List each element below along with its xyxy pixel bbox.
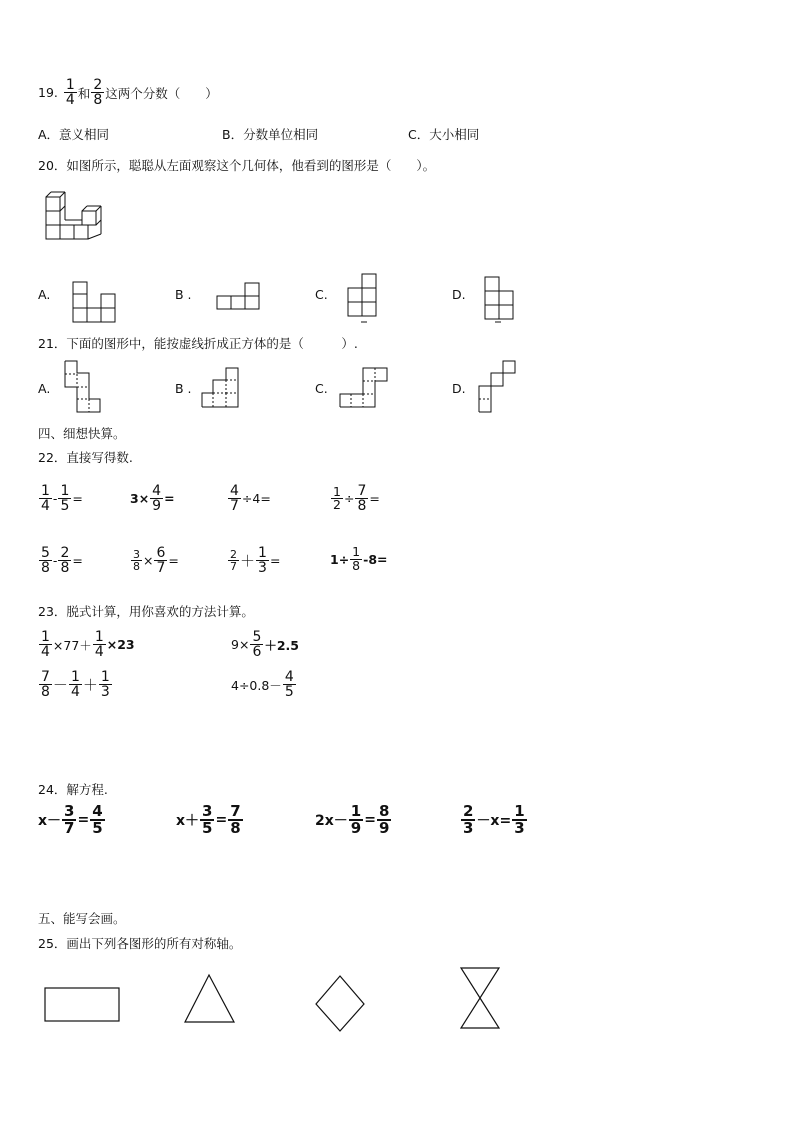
fraction: $\frac{1}{3}$ (258, 545, 267, 576)
q21-option-d-label: D. (452, 381, 466, 396)
fraction: $\frac{1}{4}$ (41, 629, 50, 660)
q19-line (38, 78, 218, 107)
q24-text: 24．解方程. (38, 782, 108, 797)
q22-r2-e3: $\frac{2}{7}$ ＋ $\frac{1}{3}$ = (230, 545, 281, 576)
fraction: $\frac{1}{3}$ (100, 669, 110, 700)
fraction: $\frac{4}{5}$ (284, 669, 294, 700)
q23-expr-1: $\frac{1}{4}$ ×77＋ $\frac{1}{4}$ ×23 (41, 629, 135, 660)
q25-text: 25．画出下列各图形的所有对称轴。 (38, 936, 242, 951)
q19-fraction-1: $\frac{1}{4}$ (65, 77, 75, 108)
q24-equation-3: 2x－ $\frac{1}{9}$ = $\frac{8}{9}$ (315, 802, 390, 837)
q24-equation-2: x＋ $\frac{3}{5}$ = $\frac{7}{8}$ (176, 802, 241, 837)
fraction: $\frac{1}{4}$ (41, 483, 50, 514)
fraction: $\frac{1}{9}$ (350, 802, 362, 837)
q22-r2-e4: 1÷ $\frac{1}{8}$ -8= (330, 544, 388, 573)
q22-r2-e1: $\frac{5}{8}$ - $\frac{2}{8}$ = (41, 545, 83, 576)
fraction: $\frac{4}{9}$ (152, 483, 162, 514)
q23-expr-2: 9× $\frac{5}{6}$ ＋2.5 (231, 629, 300, 660)
fraction: $\frac{1}{8}$ (352, 544, 361, 573)
q24-equation-1: x－ $\frac{3}{7}$ = $\frac{4}{5}$ (38, 802, 103, 837)
q21-option-a-net (64, 360, 102, 414)
fraction: $\frac{7}{8}$ (41, 669, 50, 700)
q21-option-a-label: A. (38, 381, 51, 396)
fraction: $\frac{3}{5}$ (202, 802, 213, 837)
q20-option-c-figure (347, 273, 377, 325)
q23-expr-3: $\frac{7}{8}$ － $\frac{1}{4}$ ＋ $\frac{1}{3}$ (41, 669, 110, 700)
q20-option-b-figure (216, 282, 260, 310)
q19-and: 和 (77, 85, 91, 101)
fraction: $\frac{4}{7}$ (230, 483, 239, 514)
fraction: $\frac{3}{7}$ (64, 802, 75, 837)
q22-r1-e3: $\frac{4}{7}$ ÷4= (230, 483, 271, 514)
hourglass-shape (459, 966, 503, 1030)
q22-r1-e2: 3× $\frac{4}{9}$ = (130, 483, 175, 514)
fraction: $\frac{7}{8}$ (230, 802, 241, 837)
q19-text: 这两个分数（ ） (105, 85, 218, 101)
q19-option-c: C．大小相同 (408, 127, 480, 142)
q20-option-d-figure (484, 276, 514, 324)
fraction: $\frac{1}{4}$ (94, 629, 104, 660)
fraction: $\frac{6}{7}$ (156, 545, 166, 576)
q21-option-c-net (339, 367, 389, 409)
fraction: $\frac{1}{5}$ (60, 483, 70, 514)
rectangle-shape (44, 987, 122, 1023)
q19-option-a: A．意义相同 (38, 127, 110, 142)
fraction: $\frac{1}{3}$ (514, 802, 525, 837)
q22-text: 22．直接写得数. (38, 450, 133, 465)
q23-expr-4: 4÷0.8－ $\frac{4}{5}$ (231, 669, 294, 700)
rhombus-shape (315, 975, 367, 1033)
fraction: $\frac{7}{8}$ (357, 483, 367, 514)
q19-number: 19. (38, 85, 58, 100)
q21-option-c-label: C. (315, 381, 328, 396)
q20-text: 20．如图所示，聪聪从左面观察这个几何体，他看到的图形是（ ）。 (38, 158, 436, 173)
fraction: $\frac{4}{5}$ (92, 802, 103, 837)
q22-r2-e2: $\frac{3}{8}$ × $\frac{6}{7}$ = (133, 545, 179, 576)
fraction: $\frac{2}{3}$ (463, 802, 474, 837)
q20-option-a-figure (72, 281, 116, 323)
q22-r1-e4: $\frac{1}{2}$ ÷ $\frac{7}{8}$ = (333, 483, 380, 514)
q19-option-b: B．分数单位相同 (222, 127, 319, 142)
fraction: $\frac{5}{8}$ (41, 545, 50, 576)
q19-fraction-2: $\frac{2}{8}$ (93, 77, 103, 108)
q22-r1-e1: $\frac{1}{4}$ - $\frac{1}{5}$ = (41, 483, 83, 514)
solid-figure-3d (44, 195, 104, 245)
q24-equation-4: $\frac{2}{3}$ －x= $\frac{1}{3}$ (463, 802, 525, 837)
q23-text: 23．脱式计算，用你喜欢的方法计算。 (38, 604, 254, 619)
fraction: $\frac{1}{4}$ (70, 669, 80, 700)
fraction: $\frac{5}{6}$ (252, 629, 262, 660)
q20-option-b-label: B . (175, 287, 192, 302)
q21-option-d-net (478, 360, 518, 414)
q21-option-b-label: B . (175, 381, 192, 396)
q20-option-a-label: A. (38, 287, 51, 302)
triangle-shape (184, 974, 236, 1024)
section-4-heading: 四、细想快算。 (38, 426, 126, 441)
fraction: $\frac{1}{2}$ (333, 483, 341, 512)
fraction: $\frac{8}{9}$ (378, 802, 390, 837)
fraction: $\frac{3}{8}$ (133, 548, 140, 573)
q21-option-b-net (201, 367, 241, 409)
q21-text: 21．下面的图形中，能按虚线折成正方体的是（ ）. (38, 336, 358, 351)
fraction: $\frac{2}{7}$ (230, 548, 237, 573)
section-5-heading: 五、能写会画。 (38, 911, 126, 926)
q20-option-d-label: D. (452, 287, 466, 302)
q20-option-c-label: C. (315, 287, 328, 302)
fraction: $\frac{2}{8}$ (60, 545, 70, 576)
